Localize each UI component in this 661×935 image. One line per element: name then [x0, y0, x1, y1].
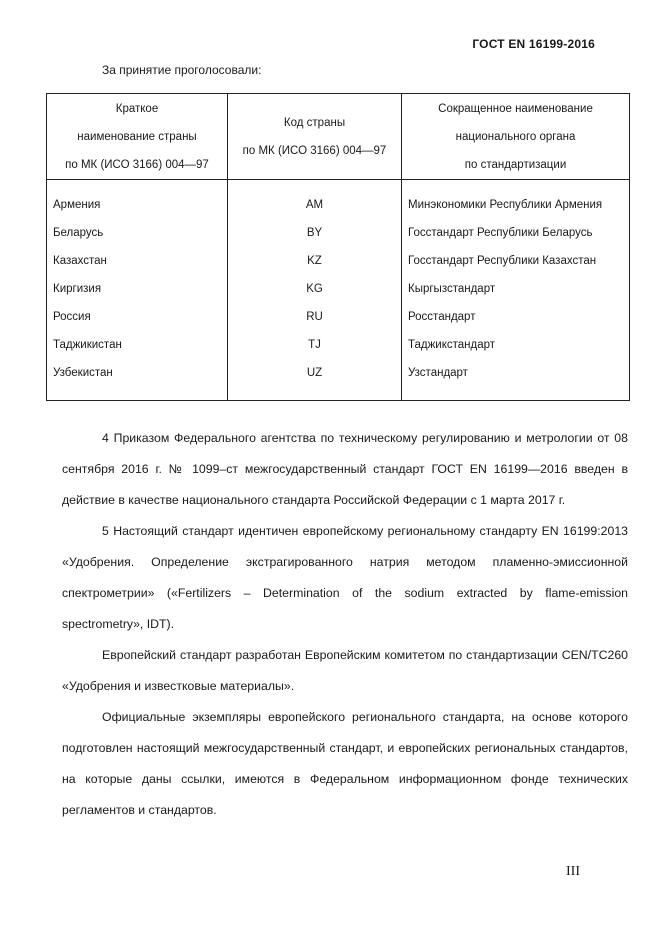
- country-code: AM: [228, 180, 402, 220]
- paragraph-identity: 5 Настоящий стандарт идентичен европейскому региональному стандарту EN 16199:2013 «Удобрения. Определение экстрагированного натрия методом пламенно-эмиссионной спектрометрии» («Fertilizers – Determination of the sodium extracted by flame-emission spectrometry», IDT).: [62, 524, 628, 631]
- table-row: [47, 275, 630, 303]
- table-row: [47, 359, 630, 401]
- table-row: [47, 180, 630, 220]
- header-organization: Сокращенное наименование национального органа по стандартизации: [402, 94, 630, 180]
- header-country: Краткое наименование страны по МК (ИСО 3166) 004—97: [47, 94, 228, 180]
- country-code: KZ: [228, 247, 402, 275]
- country-code: RU: [228, 303, 402, 331]
- table-row: [47, 303, 630, 331]
- standards-body: Узстандарт: [402, 359, 630, 401]
- voting-table: [46, 93, 630, 401]
- country-code: UZ: [228, 359, 402, 401]
- country-name: Узбекистан: [47, 359, 228, 401]
- voting-intro: За принятие проголосовали:: [102, 63, 262, 77]
- country-code: BY: [228, 219, 402, 247]
- paragraph-enactment: 4 Приказом Федерального агентства по техническому регулированию и метрологии от 08 сентября 2016 г. № 1099–ст межгосударственный стандарт ГОСТ EN 16199—2016 введен в действие в качестве национального стандарта Российской Федерации с 1 марта 2017 г.: [62, 431, 628, 507]
- standards-body: Госстандарт Республики Беларусь: [402, 219, 630, 247]
- country-name: Киргизия: [47, 275, 228, 303]
- standards-body: Госстандарт Республики Казахстан: [402, 247, 630, 275]
- table-row: [47, 247, 630, 275]
- country-name: Таджикистан: [47, 331, 228, 359]
- standards-body: Таджикстандарт: [402, 331, 630, 359]
- country-name: Армения: [47, 180, 228, 220]
- table-row: [47, 331, 630, 359]
- country-name: Казахстан: [47, 247, 228, 275]
- country-name: Беларусь: [47, 219, 228, 247]
- country-code: KG: [228, 275, 402, 303]
- standards-body: Минэкономики Республики Армения: [402, 180, 630, 220]
- paragraph-official-copies: Официальные экземпляры европейского регионального стандарта, на основе которого подготовлен настоящий межгосударственный стандарт, и европейских региональных стандартов, на которые даны ссылки, имеются в Федеральном информационном фонде технических регламентов и стандартов.: [62, 710, 628, 817]
- body-text: [62, 423, 628, 826]
- header-code: Код страны по МК (ИСО 3166) 004—97: [228, 94, 402, 180]
- table-header-row: [47, 94, 630, 180]
- page-number: III: [566, 864, 580, 879]
- table-row: [47, 219, 630, 247]
- standards-body: Росстандарт: [402, 303, 630, 331]
- paragraph-developer: Европейский стандарт разработан Европейским комитетом по стандартизации CEN/TC260 «Удобрения и известковые материалы».: [62, 648, 628, 693]
- country-name: Россия: [47, 303, 228, 331]
- country-code: TJ: [228, 331, 402, 359]
- document-designation: ГОСТ EN 16199-2016: [472, 37, 595, 51]
- standards-body: Кыргызстандарт: [402, 275, 630, 303]
